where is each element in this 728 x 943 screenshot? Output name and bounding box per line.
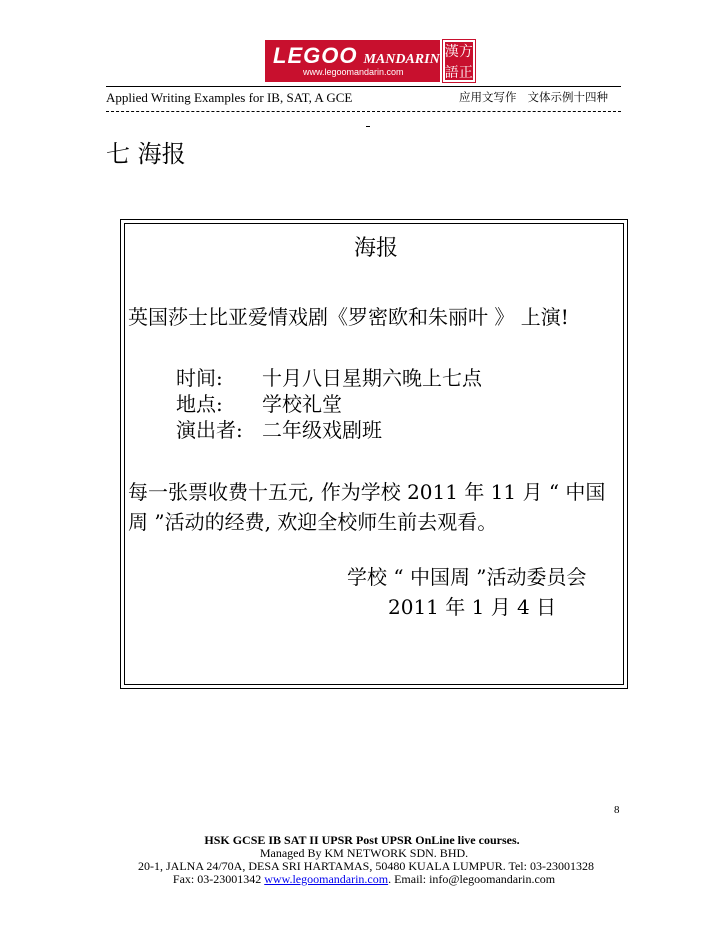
poster-date: 2011 年 1 月 4 日 [388, 595, 557, 619]
footer-managed-by: Managed By KM NETWORK SDN. BHD. [259, 846, 469, 860]
logo-url: www.legoomandarin.com [303, 66, 404, 77]
header-right-title: 应用文写作 文体示例十四种 [459, 90, 608, 104]
footer-courses: HSK GCSE IB SAT II UPSR Post UPSR OnLine live courses. [204, 833, 520, 847]
detail-value-place: 学校礼堂 [262, 392, 342, 416]
poster-headline: 英国莎士比亚爱情戏剧《罗密欧和朱丽叶 》 上演! [128, 305, 569, 329]
detail-label-performers: 演出者: [176, 418, 243, 442]
detail-value-time: 十月八日星期六晚上七点 [262, 366, 482, 390]
logo-brand-sub: MANDARIN [363, 51, 440, 67]
detail-label-time: 时间: [176, 366, 223, 390]
small-dash [366, 126, 370, 127]
section-title: 七 海报 [106, 140, 186, 168]
detail-value-performers: 二年级戏剧班 [262, 418, 382, 442]
footer-contact [0, 872, 728, 886]
poster-paragraph-line-2: 周 ”活动的经费, 欢迎全校师生前去观看。 [128, 510, 498, 534]
seal-char: 漢 [444, 44, 459, 60]
page-number: 8 [614, 804, 620, 816]
legoo-logo [265, 40, 475, 82]
poster-title: 海报 [354, 236, 399, 261]
header-dashed-rule [106, 111, 621, 112]
logo-banner [265, 40, 440, 82]
poster-signature: 学校 “ 中国周 ”活动委员会 [347, 565, 587, 589]
footer-email: . Email: info@legoomandarin.com [388, 872, 556, 886]
logo-seal [443, 40, 475, 82]
poster-paragraph-line-1: 每一张票收费十五元, 作为学校 2011 年 11 月 “ 中国 [128, 480, 606, 504]
footer-fax: Fax: 03-23001342 [172, 872, 265, 886]
header-left-title: Applied Writing Examples for IB, SAT, A GCE [106, 90, 353, 105]
detail-label-place: 地点: [176, 392, 223, 416]
footer-address: 20-1, JALNA 24/70A, DESA SRI HARTAMAS, 50480 KUALA LUMPUR. Tel: 03-23001328 [138, 859, 594, 873]
header-top-rule [106, 86, 621, 87]
footer-website-link[interactable]: www.legoomandarin.com [264, 872, 389, 886]
logo-brand-name: LEGOO [273, 42, 358, 68]
seal-char: 正 [458, 65, 473, 81]
seal-char: 語 [444, 65, 459, 81]
seal-char: 方 [458, 44, 473, 60]
logo-brand [273, 42, 440, 68]
